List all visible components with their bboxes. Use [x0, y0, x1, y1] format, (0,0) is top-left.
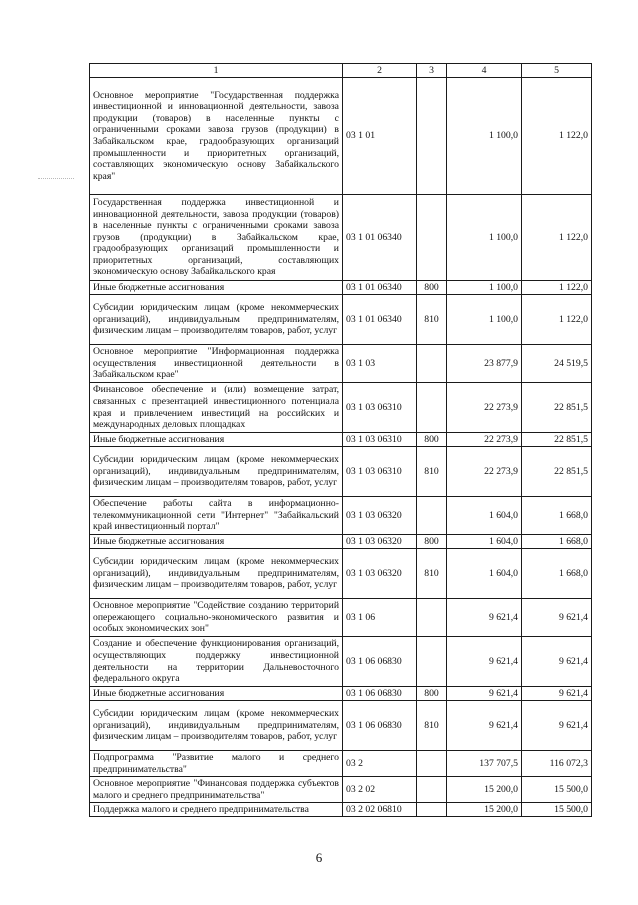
row-value-2: 1 122,0	[522, 295, 592, 345]
row-name: Субсидии юридическим лицам (кроме некоммерческих организаций), индивидуальным предпринимателям, физическим лицам – производителям товаров, работ, услуг	[90, 447, 343, 497]
row-value-1: 1 604,0	[447, 535, 522, 549]
row-name: Основное мероприятие "Содействие созданию территорий опережающего социально-экономического развития и особых экономических зон"	[90, 599, 343, 637]
row-value-2: 24 519,5	[522, 345, 592, 383]
table-row	[90, 383, 592, 433]
table-row	[90, 549, 592, 599]
row-expense-type: 800	[417, 687, 447, 701]
row-expense-type: 800	[417, 281, 447, 295]
row-expense-type	[417, 78, 447, 195]
row-code: 03 1 03 06320	[343, 549, 417, 599]
row-code: 03 2	[343, 751, 417, 777]
column-header-2: 2	[343, 64, 417, 78]
row-name: Основное мероприятие "Информационная поддержка осуществления инвестиционной деятельности в Забайкальском крае"	[90, 345, 343, 383]
row-value-2: 9 621,4	[522, 701, 592, 751]
column-header-1: 1	[90, 64, 343, 78]
row-value-1: 9 621,4	[447, 701, 522, 751]
row-expense-type	[417, 637, 447, 687]
row-value-2: 1 668,0	[522, 535, 592, 549]
row-name: Субсидии юридическим лицам (кроме некоммерческих организаций), индивидуальным предпринимателям, физическим лицам – производителям товаров, работ, услуг	[90, 549, 343, 599]
row-value-2: 116 072,3	[522, 751, 592, 777]
row-code: 03 1 01 06340	[343, 195, 417, 281]
row-expense-type	[417, 497, 447, 535]
row-code: 03 1 06 06830	[343, 687, 417, 701]
table-row	[90, 295, 592, 345]
table-row	[90, 701, 592, 751]
row-code: 03 1 06 06830	[343, 701, 417, 751]
table-row	[90, 195, 592, 281]
row-value-2: 9 621,4	[522, 599, 592, 637]
row-code: 03 1 01	[343, 78, 417, 195]
row-expense-type	[417, 345, 447, 383]
table-row	[90, 345, 592, 383]
row-value-1: 22 273,9	[447, 433, 522, 447]
row-name: Подпрограмма "Развитие малого и среднего предпринимательства"	[90, 751, 343, 777]
row-value-1: 1 604,0	[447, 497, 522, 535]
table-row	[90, 281, 592, 295]
row-value-2: 1 122,0	[522, 78, 592, 195]
row-value-2: 15 500,0	[522, 777, 592, 803]
row-name: Поддержка малого и среднего предпринимательства	[90, 803, 343, 817]
row-expense-type: 810	[417, 295, 447, 345]
row-value-1: 9 621,4	[447, 637, 522, 687]
row-code: 03 2 02	[343, 777, 417, 803]
row-expense-type: 810	[417, 447, 447, 497]
row-expense-type: 810	[417, 701, 447, 751]
row-expense-type	[417, 599, 447, 637]
table-row	[90, 599, 592, 637]
row-name: Субсидии юридическим лицам (кроме некоммерческих организаций), индивидуальным предпринимателям, физическим лицам – производителям товаров, работ, услуг	[90, 701, 343, 751]
row-value-1: 137 707,5	[447, 751, 522, 777]
row-value-2: 22 851,5	[522, 447, 592, 497]
column-header-5: 5	[522, 64, 592, 78]
row-expense-type: 800	[417, 433, 447, 447]
row-value-1: 1 100,0	[447, 295, 522, 345]
row-value-1: 1 604,0	[447, 549, 522, 599]
row-value-1: 22 273,9	[447, 447, 522, 497]
row-value-1: 1 100,0	[447, 281, 522, 295]
table-row	[90, 497, 592, 535]
page-number: 6	[315, 850, 323, 865]
row-name: Иные бюджетные ассигнования	[90, 433, 343, 447]
row-value-2: 22 851,5	[522, 433, 592, 447]
row-value-1: 1 100,0	[447, 195, 522, 281]
table-row	[90, 447, 592, 497]
table-row	[90, 433, 592, 447]
row-code: 03 1 03 06310	[343, 383, 417, 433]
row-value-2: 22 851,5	[522, 383, 592, 433]
row-name: Финансовое обеспечение и (или) возмещение затрат, связанных с презентацией инвестиционного потенциала края и привлечением инвестиций на российских и международных деловых площадках	[90, 383, 343, 433]
row-value-2: 1 122,0	[522, 195, 592, 281]
row-expense-type	[417, 751, 447, 777]
row-name: Иные бюджетные ассигнования	[90, 535, 343, 549]
row-name: Основное мероприятие "Государственная поддержка инвестиционной и инновационной деятельности, завоза продукции (товаров) в населенные пункты с ограниченными сроками завоза грузов (продукции) в Забайкальском крае, градообразующих организаций промышленности и приоритетных организаций, составляющих экономическую основу Забайкальского края"	[90, 78, 343, 195]
row-name: Обеспечение работы сайта в информационно-телекоммуникационной сети "Интернет" "Забайкальский край инвестиционный портал"	[90, 497, 343, 535]
table-row	[90, 751, 592, 777]
table-row	[90, 777, 592, 803]
row-expense-type	[417, 383, 447, 433]
row-value-1: 15 200,0	[447, 777, 522, 803]
table-header-row	[90, 64, 592, 78]
row-name: Создание и обеспечение функционирования организаций, осуществляющих поддержку инвестиционной деятельности на территории Дальневосточного федерального округа	[90, 637, 343, 687]
row-code: 03 1 06 06830	[343, 637, 417, 687]
row-code: 03 1 01 06340	[343, 281, 417, 295]
row-expense-type	[417, 803, 447, 817]
table-row	[90, 687, 592, 701]
column-header-3: 3	[417, 64, 447, 78]
row-expense-type: 810	[417, 549, 447, 599]
scan-dotted-mark	[38, 178, 74, 180]
row-value-2: 15 500,0	[522, 803, 592, 817]
row-value-2: 1 668,0	[522, 497, 592, 535]
budget-table	[89, 63, 592, 817]
row-value-2: 1 122,0	[522, 281, 592, 295]
row-code: 03 1 03 06320	[343, 497, 417, 535]
row-expense-type: 800	[417, 535, 447, 549]
row-code: 03 1 01 06340	[343, 295, 417, 345]
row-code: 03 2 02 06810	[343, 803, 417, 817]
table-row	[90, 637, 592, 687]
row-value-1: 1 100,0	[447, 78, 522, 195]
row-code: 03 1 06	[343, 599, 417, 637]
column-header-4: 4	[447, 64, 522, 78]
row-expense-type	[417, 195, 447, 281]
row-name: Иные бюджетные ассигнования	[90, 281, 343, 295]
row-value-1: 9 621,4	[447, 687, 522, 701]
row-name: Субсидии юридическим лицам (кроме некоммерческих организаций), индивидуальным предпринимателям, физическим лицам – производителям товаров, работ, услуг	[90, 295, 343, 345]
row-value-1: 9 621,4	[447, 599, 522, 637]
row-value-2: 1 668,0	[522, 549, 592, 599]
row-code: 03 1 03	[343, 345, 417, 383]
table-row	[90, 78, 592, 195]
row-name: Иные бюджетные ассигнования	[90, 687, 343, 701]
row-code: 03 1 03 06320	[343, 535, 417, 549]
row-value-1: 15 200,0	[447, 803, 522, 817]
row-code: 03 1 03 06310	[343, 447, 417, 497]
table-row	[90, 535, 592, 549]
row-name: Государственная поддержка инвестиционной и инновационной деятельности, завоза продукции (товаров) в населенные пункты с ограниченными сроками завоза грузов (продукции) в Забайкальском крае, градообразующих организаций промышленности и приоритетных организаций, составляющих экономическую основу Забайкальского края	[90, 195, 343, 281]
row-name: Основное мероприятие "Финансовая поддержка субъектов малого и среднего предпринимательства"	[90, 777, 343, 803]
row-value-1: 23 877,9	[447, 345, 522, 383]
row-value-2: 9 621,4	[522, 637, 592, 687]
table-row	[90, 803, 592, 817]
row-expense-type	[417, 777, 447, 803]
row-code: 03 1 03 06310	[343, 433, 417, 447]
row-value-1: 22 273,9	[447, 383, 522, 433]
row-value-2: 9 621,4	[522, 687, 592, 701]
